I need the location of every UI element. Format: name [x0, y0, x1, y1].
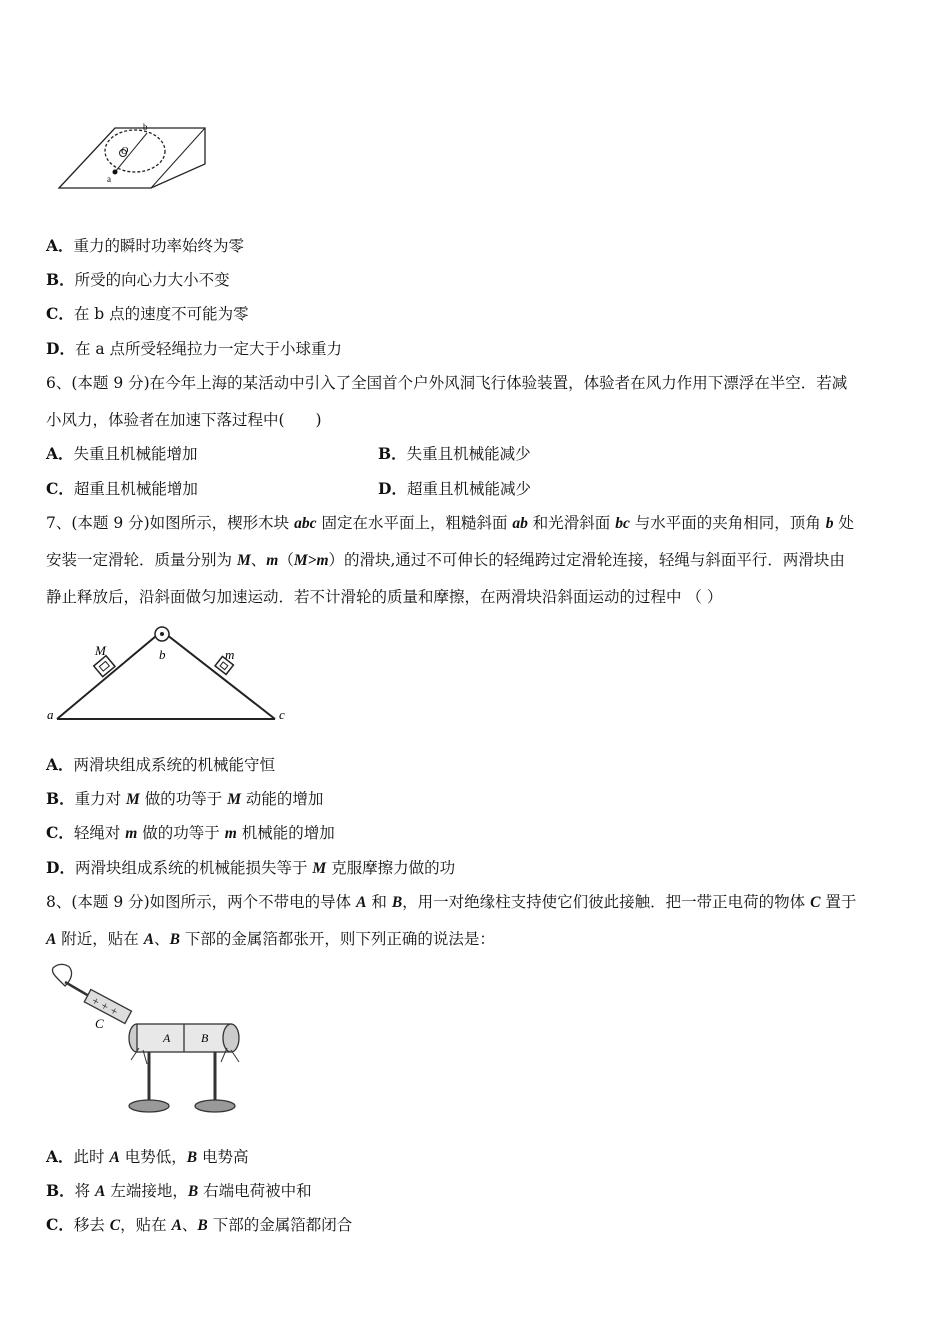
q6-option-d: D．超重且机械能减少 [378, 479, 531, 498]
label-C: C [95, 1016, 104, 1031]
q6-option-a: A．失重且机械能增加 [46, 444, 198, 463]
q7-option-c: C．轻绳对 m 做的功等于 m 机械能的增加 [46, 823, 335, 842]
label-a: a [47, 707, 54, 722]
label-a: a [107, 174, 111, 184]
q5-option-c: C．在 b 点的速度不可能为零 [46, 304, 249, 323]
q7-option-d: D．两滑块组成系统的机械能损失等于 M 克服摩擦力做的功 [46, 858, 456, 877]
q5-option-b: B．所受的向心力大小不变 [46, 270, 230, 289]
q6-stem-line2: 小风力，体验者在加速下落过程中( ) [46, 411, 322, 429]
q8-stem-line2: A 附近，贴在 A、B 下部的金属箔都张开，则下列正确的说法是： [46, 930, 495, 948]
label-b: b [143, 122, 148, 132]
q8-option-c: C．移去 C，贴在 A、B 下部的金属箔都闭合 [46, 1215, 353, 1234]
q5-option-d: D．在 a 点所受轻绳拉力一定大于小球重力 [46, 339, 343, 358]
q5-option-a: A．重力的瞬时功率始终为零 [46, 236, 245, 255]
q7-option-b: B．重力对 M 做的功等于 M 动能的增加 [46, 789, 324, 808]
q8-option-b: B．将 A 左端接地，B 右端电荷被中和 [46, 1181, 312, 1200]
wedge-pulley-figure [45, 615, 295, 725]
q6-option-c: C．超重且机械能增加 [46, 479, 198, 498]
q6-stem-line1: 6、(本题 9 分)在今年上海的某活动中引入了全国首个户外风洞飞行体验装置，体验者在风力作用下漂浮在半空．若减 [46, 374, 848, 392]
q7-stem-line1: 7、(本题 9 分)如图所示，楔形木块 abc 固定在水平面上，粗糙斜面 ab 和光滑斜面 bc 与水平面的夹角相同，顶角 b 处 [46, 514, 854, 532]
q7-stem-line2: 安装一定滑轮．质量分别为 M、m（M>m）的滑块,通过不可伸长的轻绳跨过定滑轮连接，轻绳与斜面平行．两滑块由 [46, 551, 845, 569]
label-b: b [159, 647, 166, 662]
label-c: c [279, 707, 285, 722]
label-m: m [225, 647, 235, 662]
q8-stem-line1: 8、(本题 9 分)如图所示，两个不带电的导体 A 和 B，用一对绝缘柱支持使它们彼此接触．把一带正电荷的物体 C 置于 [46, 893, 857, 911]
conductors-figure [45, 960, 255, 1120]
q6-option-b: B．失重且机械能减少 [378, 444, 531, 463]
incline-circle-figure [55, 118, 215, 190]
label-O: O [121, 146, 129, 157]
q7-stem-line3: 静止释放后，沿斜面做匀加速运动．若不计滑轮的质量和摩擦，在两滑块沿斜面运动的过程中 （ ） [46, 588, 723, 606]
label-M: M [95, 643, 106, 658]
label-A: A [163, 1031, 171, 1045]
q8-option-a: A．此时 A 电势低，B 电势高 [46, 1147, 249, 1166]
svg-text:+ + +: + + + [89, 995, 120, 1018]
label-B: B [201, 1031, 209, 1045]
q7-option-a: A．两滑块组成系统的机械能守恒 [46, 755, 276, 774]
